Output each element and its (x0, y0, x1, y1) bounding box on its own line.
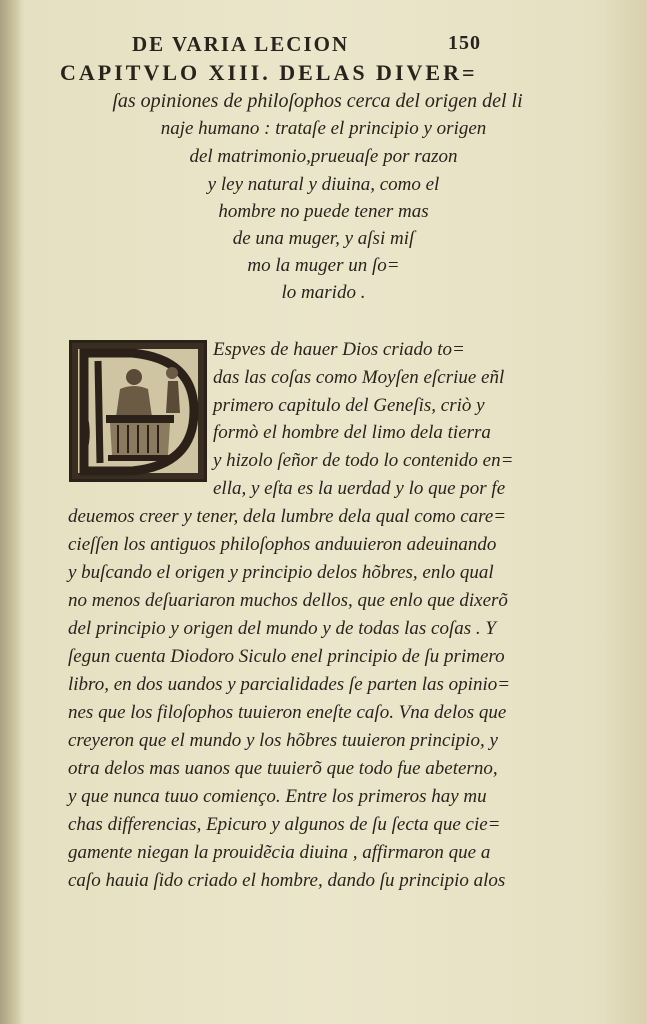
body-line: formò el hombre del limo dela tierra (213, 422, 491, 443)
body-line: no menos deſuariaron muchos dellos, que enlo que dixerõ (68, 590, 508, 611)
body-line: del principio y origen del mundo y de todas las coſas . Y (68, 618, 496, 639)
body-line: caſo hauia ſido criado el hombre, dando ſu principio alos (68, 870, 506, 891)
body-line: y que nunca tuuo comienço. Entre los primeros hay mu (68, 786, 487, 807)
body-line: libro, en dos uandos y parcialidades ſe parten las opinio= (68, 674, 511, 695)
running-header (0, 32, 647, 58)
page-number: 150 (448, 32, 481, 54)
body-line: primero capitulo del Geneſis, criò y (213, 395, 485, 416)
body-line: ella, y eſta es la uerdad y lo que por fe (213, 478, 506, 499)
chapter-heading-line: del matrimonio,prueuaſe por razon (189, 146, 458, 167)
chapter-heading-line: ſas opiniones de philoſophos cerca del origen del li (112, 90, 523, 112)
body-line: das las coſas como Moyſen eſcriue eñl (213, 367, 505, 388)
body-line: chas differencias, Epicuro y algunos de ſu ſecta que cie= (68, 814, 501, 835)
chapter-heading-line: y ley natural y diuina, como el (207, 174, 440, 195)
body-line: deuemos creer y tener, dela lumbre dela qual como care= (68, 506, 507, 527)
running-title: DE VARIA LECION (132, 32, 350, 56)
chapter-heading-line: naje humano : trataſe el principio y origen (160, 118, 487, 139)
chapter-heading-line: de una muger, y aſsi miſ (232, 228, 415, 249)
chapter-heading-line: mo la muger un ſo= (247, 255, 400, 276)
body-line: otra delos mas uanos que tuuierõ que todo fue abeterno, (68, 758, 498, 779)
chapter-heading-line: lo marido . (281, 282, 366, 303)
chapter-heading-line: hombre no puede tener mas (218, 201, 429, 222)
body-line: creyeron que el mundo y los hõbres tuuieron principio, y (68, 730, 498, 751)
body-line: ſegun cuenta Diodoro Siculo enel principio de ſu primero (68, 646, 505, 667)
chapter-title: CAPITVLO XIII. DELAS DIVER= (60, 60, 478, 85)
woodcut-initial-icon (72, 343, 204, 479)
body-line: y hizolo ſeñor de todo lo contenido en= (213, 450, 514, 471)
decorated-initial-d (69, 340, 207, 482)
body-line: y buſcando el origen y principio delos hõbres, enlo qual (68, 562, 494, 583)
body-line: cieſſen los antiguos philoſophos anduuieron adeuinando (68, 534, 497, 555)
body-line: gamente niegan la prouidẽcia diuina , affirmaron que a (68, 842, 491, 863)
body-line: nes que los filoſophos tuuieron eneſte caſo. Vna delos que (68, 702, 507, 723)
body-line: Espves de hauer Dios criado to= (213, 339, 465, 360)
